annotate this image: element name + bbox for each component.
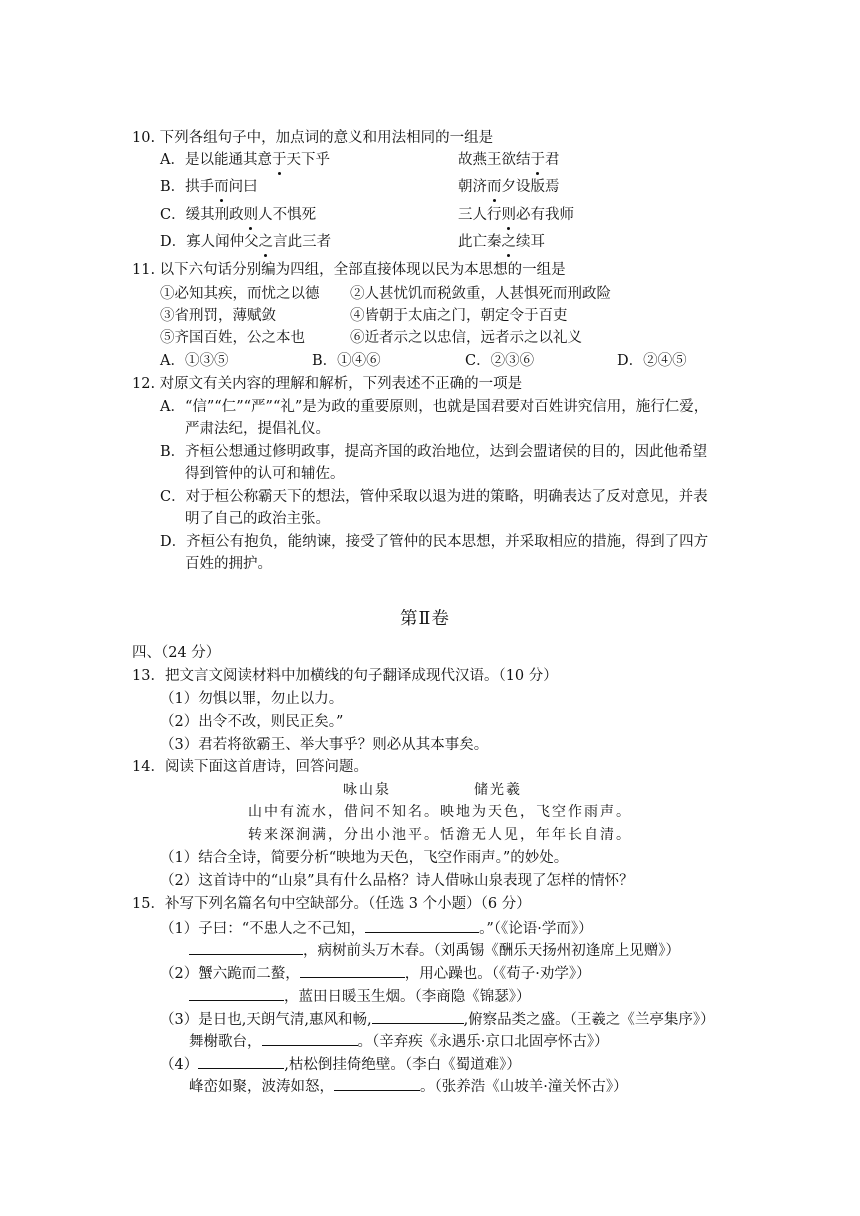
emphasis-dot: 于	[530, 152, 545, 168]
q11-choice-b: B．①④⑥	[312, 353, 381, 369]
q15-item-2b: ，蓝田日暖玉生烟。（李商隐《锦瑟》）	[189, 985, 531, 1007]
q12-stem: 12. 对原文有关内容的理解和解析，下列表述不正确的一项是	[132, 376, 523, 392]
q10-option-c-left: C．缓其刑政则人不惧死	[160, 207, 317, 223]
emphasis-dot: 于	[271, 152, 287, 168]
q14-stem: 14．阅读下面这首唐诗，回答问题。	[132, 759, 368, 775]
q13-stem: 13．把文言文阅读材料中加横线的句子翻译成现代汉语。（10 分）	[132, 668, 558, 684]
q15-item-4a: （4） ,枯松倒挂倚绝壁。（李白《蜀道难》）	[160, 1053, 521, 1075]
q15-item-3a: （3）是日也,天朗气清,惠风和畅, ,俯察品类之盛。（王羲之《兰亭集序》）	[160, 1008, 715, 1030]
q15-item-1a: （1）子曰：“不患人之不己知， 。”（《论语·学而》）	[160, 917, 593, 939]
q13-item-1: （1）勿惧以罪，勿止以力。	[160, 691, 344, 707]
answer-blank	[365, 917, 479, 933]
q12-option-d: D．齐桓公有抱负，能纳谏，接受了管仲的民本思想，并采取相应的措施，得到了四方	[160, 534, 709, 550]
poem-line-1: 山中有流水，借问不知名。映地为天色，飞空作雨声。	[248, 804, 632, 820]
q10-option-b-left: B．拱手而问曰	[160, 179, 258, 195]
poem-line-2: 转来深涧满，分出小池平。恬澹无人见，年年长自清。	[248, 827, 632, 843]
q14-question-2: （2）这首诗中的“山泉”具有什么品格？诗人借咏山泉表现了怎样的情怀？	[160, 873, 634, 889]
q11-choice-c: C．②③⑥	[465, 353, 535, 369]
answer-blank	[300, 962, 405, 978]
q12-option-d-cont: 百姓的拥护。	[185, 556, 272, 572]
q15-item-3b: 舞榭歌台， 。（辛弃疾《永遇乐·京口北固亭怀古》）	[189, 1030, 609, 1052]
q12-option-c-cont: 明了自己的政治主张。	[185, 511, 330, 527]
poem-author: 储光羲	[474, 782, 522, 798]
answer-blank	[189, 985, 284, 1001]
q10-option-b-right: 朝济而夕设版焉	[458, 179, 560, 195]
emphasis-dot: 而	[214, 179, 229, 195]
q12-option-c: C．对于桓公称霸天下的想法，管仲采取以退为进的策略，明确表达了反对意见，并表	[160, 489, 708, 505]
q10-option-d-left: D．寡人闻仲父之言此三者	[160, 234, 332, 250]
emphasis-dot: 则	[501, 207, 516, 223]
emphasis-dot: 则	[243, 207, 259, 223]
emphasis-dot: 之	[258, 234, 274, 250]
q12-option-a: A．“信”“仁”“严”“礼”是为政的重要原则，也就是国君要对百姓讲究信用，施行仁爱，	[160, 399, 709, 415]
answer-blank	[198, 1053, 284, 1069]
q15-item-1b: ，病树前头万木春。（刘禹锡《酬乐天扬州初逢席上见赠》）	[189, 939, 680, 961]
q12-option-b: B．齐桓公想通过修明政事，提高齐国的政治地位，达到会盟诸侯的目的，因此他希望	[160, 444, 708, 460]
q12-option-b-cont: 得到管仲的认可和辅佐。	[185, 466, 345, 482]
q11-choice-d: D．②④⑤	[617, 353, 687, 369]
q10-option-a-left: A．是以能通其意于天下乎	[160, 152, 330, 168]
q15-stem: 15．补写下列名篇名句中空缺部分。（任选 3 个小题）（6 分）	[132, 896, 531, 912]
poem-title: 咏山泉	[343, 782, 391, 798]
part-title: 第Ⅱ卷	[400, 609, 450, 629]
q12-option-a-cont: 严肃法纪，提倡礼仪。	[185, 421, 330, 437]
q15-item-4b: 峰峦如聚，波涛如怒， 。（张养浩《山坡羊·潼关怀古》）	[189, 1075, 628, 1097]
q11-item-4: ④皆朝于太庙之门，朝定令于百吏	[350, 308, 568, 324]
q11-item-6: ⑥近者示之以忠信，远者示之以礼义	[350, 330, 582, 346]
q11-choice-a: A．①③⑤	[160, 353, 229, 369]
q11-item-1: ①必知其疾，而忧之以德	[160, 286, 320, 302]
q14-question-1: （1）结合全诗，简要分析“映地为天色，飞空作雨声。”的妙处。	[160, 850, 569, 866]
q10-stem: 10. 下列各组句子中，加点词的意义和用法相同的一组是	[132, 130, 494, 146]
answer-blank	[372, 1008, 464, 1024]
q11-item-3: ③省刑罚，薄赋敛	[160, 308, 276, 324]
q10-option-d-right: 此亡秦之续耳	[458, 234, 545, 250]
emphasis-dot: 而	[487, 179, 502, 195]
answer-blank	[262, 1030, 358, 1046]
q11-stem: 11. 以下六句话分别编为四组，全部直接体现以民为本思想的一组是	[132, 262, 566, 278]
emphasis-dot: 之	[501, 234, 516, 250]
answer-blank	[189, 939, 303, 955]
q13-item-2: （2）出令不改，则民正矣。”	[160, 714, 344, 730]
q11-item-5: ⑤齐国百姓，公之本也	[160, 330, 305, 346]
q10-option-c-right: 三人行则必有我师	[458, 207, 574, 223]
q13-item-3: （3）君若将欲霸王、举大事乎？则必从其本事矣。	[160, 737, 489, 753]
q15-item-2a: （2）蟹六跪而二螯， ，用心躁也。（《荀子·劝学》）	[160, 962, 591, 984]
q10-option-a-right: 故燕王欲结于君	[458, 152, 560, 168]
q11-item-2: ②人甚忧饥而税敛重，人甚惧死而刑政险	[350, 286, 611, 302]
answer-blank	[334, 1075, 420, 1091]
section-heading: 四、（24 分）	[132, 645, 221, 661]
